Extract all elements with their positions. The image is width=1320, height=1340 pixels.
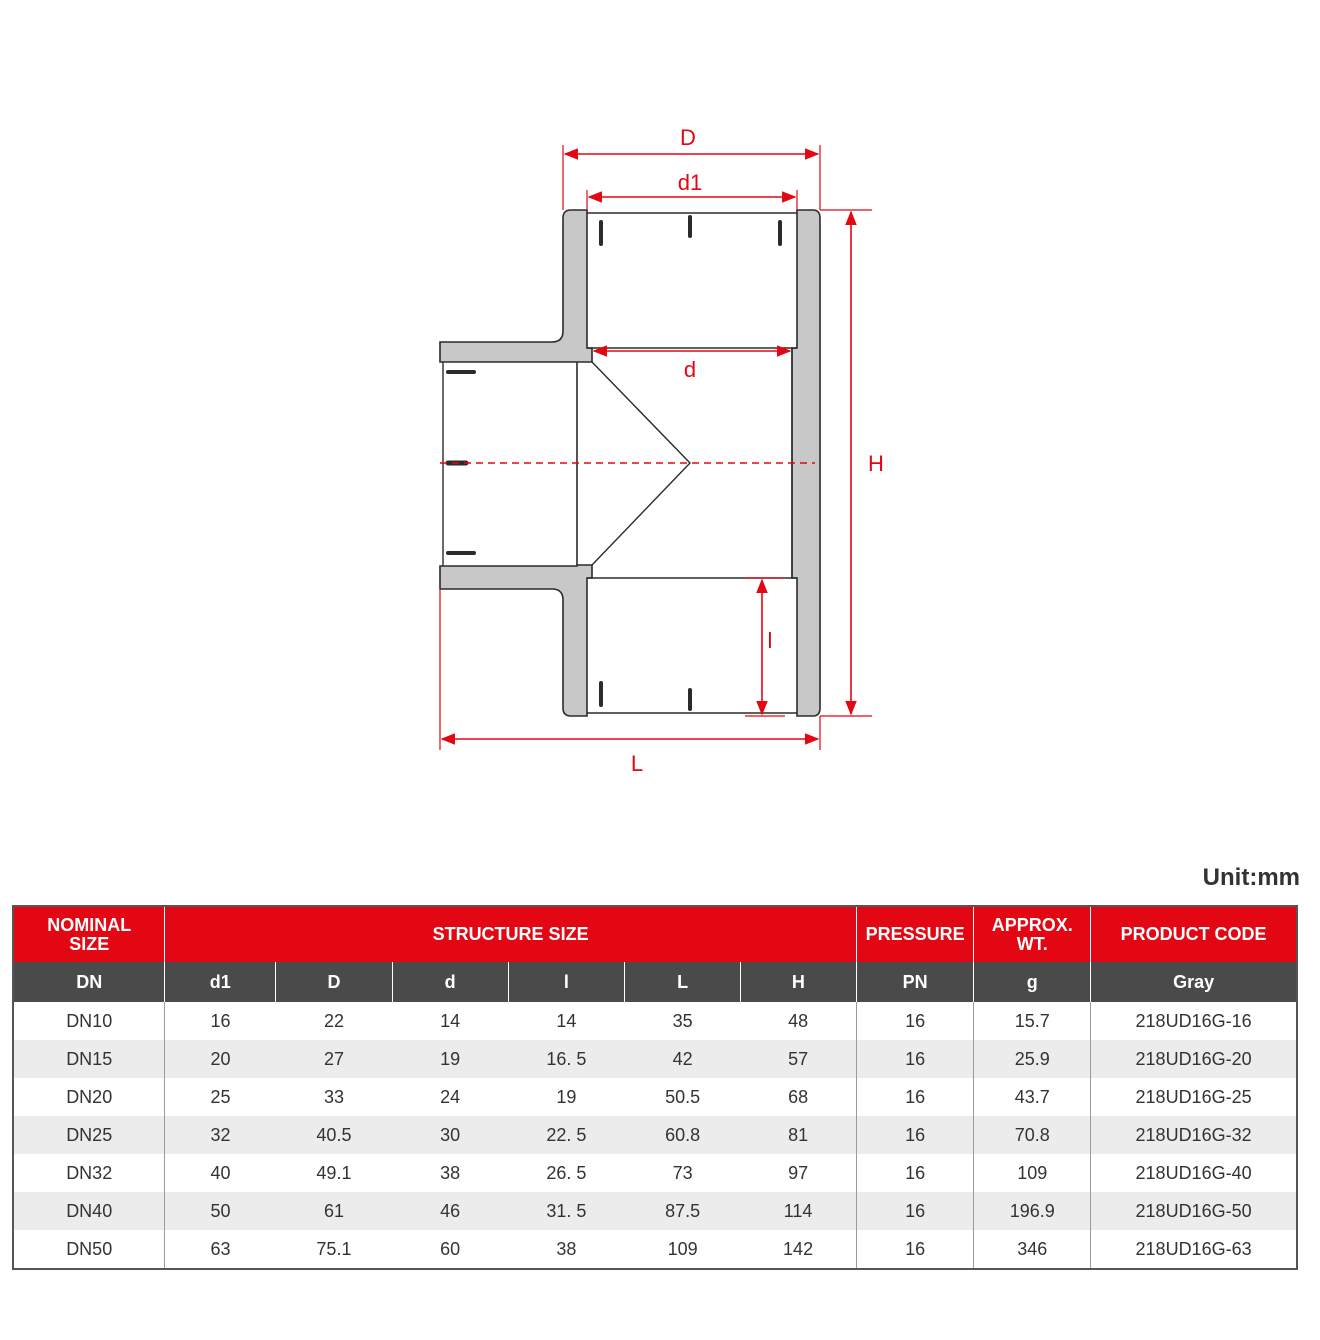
table-cell: 97	[740, 1154, 856, 1192]
group-header-row	[13, 906, 1297, 962]
table-cell: 48	[740, 1002, 856, 1040]
header-nominal-size: NOMINAL SIZE	[13, 906, 165, 962]
table-cell: 218UD16G-20	[1091, 1040, 1297, 1078]
table-cell: DN50	[13, 1230, 165, 1269]
table-cell: 16	[856, 1002, 974, 1040]
table-cell: 109	[625, 1230, 741, 1269]
table-cell: 16	[856, 1154, 974, 1192]
unit-label: Unit:mm	[1202, 864, 1300, 891]
header-pressure: PRESSURE	[856, 906, 974, 962]
table-cell: 30	[392, 1116, 508, 1154]
header-approx-wt: APPROX. WT.	[974, 906, 1091, 962]
column-header: l	[508, 962, 625, 1002]
table-cell: 60.8	[625, 1116, 741, 1154]
table-row	[13, 1192, 1297, 1230]
table-cell: 46	[392, 1192, 508, 1230]
label-d1: d1	[677, 170, 703, 195]
label-l: l	[767, 628, 773, 653]
table-row	[13, 1116, 1297, 1154]
header-structure-size: STRUCTURE SIZE	[165, 906, 856, 962]
table-cell: 22	[276, 1002, 393, 1040]
table-cell: 20	[165, 1040, 276, 1078]
table-cell: 31. 5	[508, 1192, 625, 1230]
header-product-code: PRODUCT CODE	[1091, 906, 1297, 962]
column-header: d1	[165, 962, 276, 1002]
label-D: D	[680, 125, 696, 150]
column-header: PN	[856, 962, 974, 1002]
table-cell: 25	[165, 1078, 276, 1116]
table-cell: 16	[856, 1116, 974, 1154]
table-cell: DN40	[13, 1192, 165, 1230]
table-cell: 19	[508, 1078, 625, 1116]
table-row	[13, 1230, 1297, 1269]
table-cell: 81	[740, 1116, 856, 1154]
column-header: H	[740, 962, 856, 1002]
column-header: DN	[13, 962, 165, 1002]
table-cell: 15.7	[974, 1002, 1091, 1040]
table-cell: DN15	[13, 1040, 165, 1078]
table-cell: 196.9	[974, 1192, 1091, 1230]
table-cell: 218UD16G-32	[1091, 1116, 1297, 1154]
table-row	[13, 1040, 1297, 1078]
table-cell: 63	[165, 1230, 276, 1269]
table-cell: 70.8	[974, 1116, 1091, 1154]
column-header: D	[276, 962, 393, 1002]
table-cell: DN32	[13, 1154, 165, 1192]
label-H: H	[868, 451, 884, 476]
label-d: d	[683, 357, 697, 382]
table-cell: 60	[392, 1230, 508, 1269]
table-cell: 16	[856, 1078, 974, 1116]
table-cell: DN25	[13, 1116, 165, 1154]
table-cell: 75.1	[276, 1230, 393, 1269]
table-cell: 218UD16G-25	[1091, 1078, 1297, 1116]
table-cell: 40	[165, 1154, 276, 1192]
table-cell: 50	[165, 1192, 276, 1230]
table-cell: 38	[508, 1230, 625, 1269]
dimension-arrows	[442, 154, 851, 739]
table-cell: 26. 5	[508, 1154, 625, 1192]
table-cell: 14	[392, 1002, 508, 1040]
table-cell: 16	[856, 1040, 974, 1078]
table-cell: 49.1	[276, 1154, 393, 1192]
table-row	[13, 1154, 1297, 1192]
column-header: L	[625, 962, 741, 1002]
table-cell: 35	[625, 1002, 741, 1040]
table-row	[13, 1078, 1297, 1116]
table-cell: 19	[392, 1040, 508, 1078]
table-cell: 24	[392, 1078, 508, 1116]
table-cell: 32	[165, 1116, 276, 1154]
table-cell: 87.5	[625, 1192, 741, 1230]
table-cell: 43.7	[974, 1078, 1091, 1116]
table-cell: 16	[165, 1002, 276, 1040]
table-cell: 218UD16G-63	[1091, 1230, 1297, 1269]
table-cell: 114	[740, 1192, 856, 1230]
column-header: d	[392, 962, 508, 1002]
table-body	[13, 1002, 1297, 1269]
table-cell: 346	[974, 1230, 1091, 1269]
table-row	[13, 1002, 1297, 1040]
table-cell: 68	[740, 1078, 856, 1116]
table-cell: 33	[276, 1078, 393, 1116]
table-cell: 142	[740, 1230, 856, 1269]
label-L: L	[630, 751, 644, 776]
spec-table	[12, 905, 1298, 1270]
table-cell: 109	[974, 1154, 1091, 1192]
table-cell: DN20	[13, 1078, 165, 1116]
table-cell: 42	[625, 1040, 741, 1078]
column-header: Gray	[1091, 962, 1297, 1002]
table-cell: 16	[856, 1230, 974, 1269]
table-cell: 57	[740, 1040, 856, 1078]
table-cell: 61	[276, 1192, 393, 1230]
table-cell: 218UD16G-40	[1091, 1154, 1297, 1192]
table-cell: 218UD16G-16	[1091, 1002, 1297, 1040]
table-cell: 14	[508, 1002, 625, 1040]
column-header-row	[13, 962, 1297, 1002]
table-cell: 73	[625, 1154, 741, 1192]
table-cell: 218UD16G-50	[1091, 1192, 1297, 1230]
table-cell: 40.5	[276, 1116, 393, 1154]
table-cell: 16. 5	[508, 1040, 625, 1078]
table-cell: 38	[392, 1154, 508, 1192]
table-cell: 22. 5	[508, 1116, 625, 1154]
column-header: g	[974, 962, 1091, 1002]
table-cell: 50.5	[625, 1078, 741, 1116]
table-cell: 25.9	[974, 1040, 1091, 1078]
table-cell: DN10	[13, 1002, 165, 1040]
tee-body-wall	[440, 210, 820, 716]
table-cell: 16	[856, 1192, 974, 1230]
table-cell: 27	[276, 1040, 393, 1078]
